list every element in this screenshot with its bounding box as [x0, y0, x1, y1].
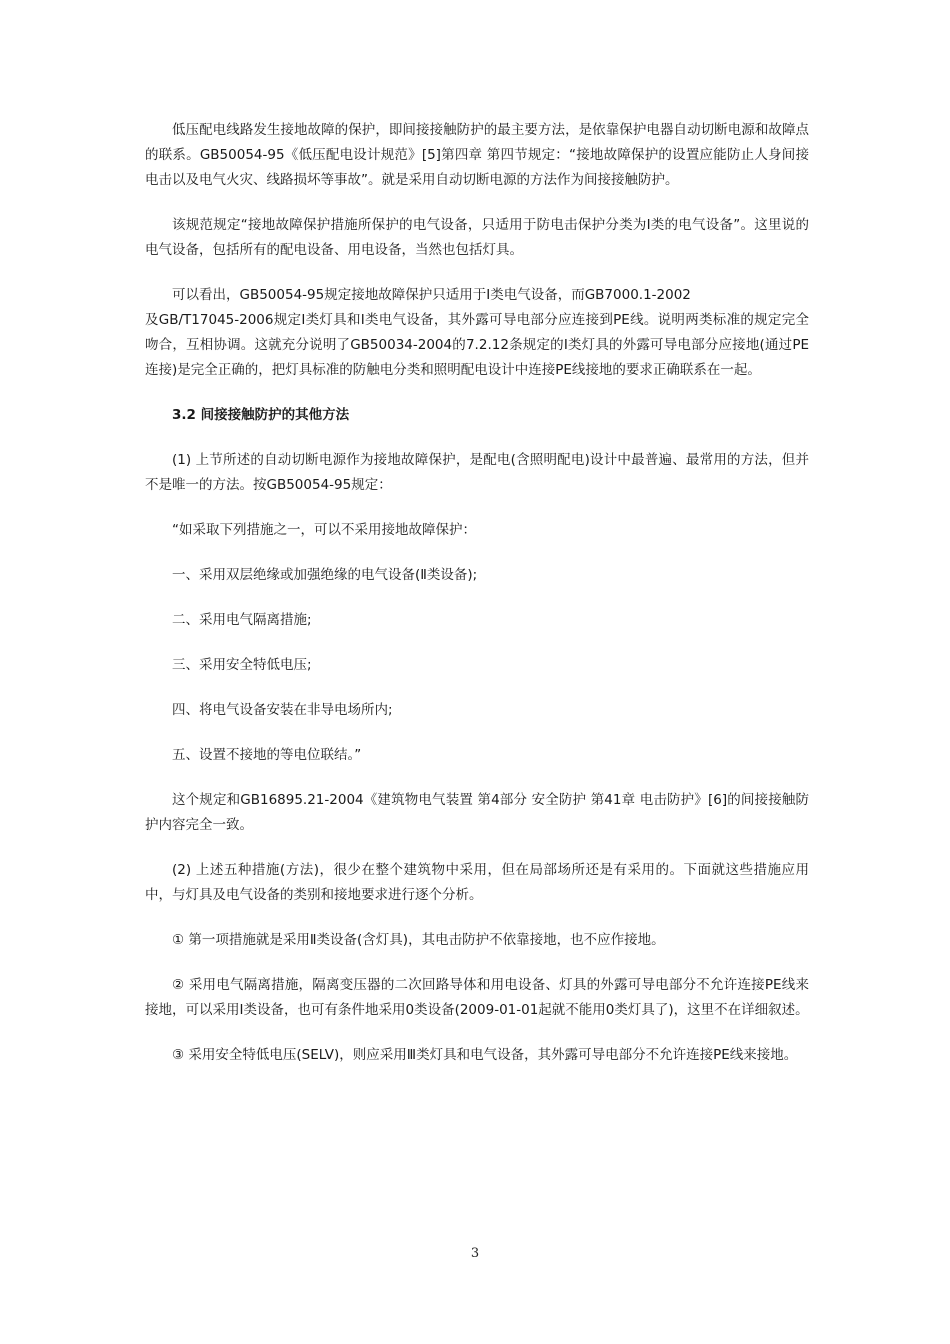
quote-item-1: 一、采用双层绝缘或加强绝缘的电气设备(Ⅱ类设备);	[172, 567, 478, 583]
paragraph-standards-continued: 及GB/T17045-2006规定Ⅰ类灯具和Ⅰ类电气设备，其外露可导电部分应连接到PE线。说明两类标准的规定完全吻合，互相协调。这就充分说明了GB50034-2004的7.2.12条规定的Ⅰ类灯具的外露可导电部分应接地(通过PE连接)是完全正确的，把灯具标准的防触电分类和照明配电设计中连接PE线接地的要求正确联系在一起。	[145, 312, 809, 378]
quote-intro: “如采取下列措施之一，可以不采用接地故障保护：	[172, 522, 476, 538]
page-number: 3	[470, 1246, 480, 1261]
paragraph-measure-1: ① 第一项措施就是采用Ⅱ类设备(含灯具)，其电击防护不依靠接地，也不应作接地。	[172, 932, 665, 948]
quote-item-3: 三、采用安全特低电压;	[172, 657, 312, 673]
paragraph-five-measures: (2) 上述五种措施(方法)，很少在整个建筑物中采用，但在局部场所还是有采用的。下面就这些措施应用中，与灯具及电气设备的类别和接地要求进行逐个分析。	[145, 862, 809, 903]
quote-item-4: 四、将电气设备安装在非导电场所内;	[172, 702, 393, 718]
document-body	[145, 118, 809, 1068]
paragraph-class-one-scope: 该规范规定“接地故障保护措施所保护的电气设备，只适用于防电击保护分类为Ⅰ类的电气设备”。这里说的电气设备，包括所有的配电设备、用电设备，当然也包括灯具。	[145, 217, 809, 258]
paragraph-other-methods: (1) 上节所述的自动切断电源作为接地故障保护，是配电(含照明配电)设计中最普遍、最常用的方法，但并不是唯一的方法。按GB50054-95规定：	[145, 452, 809, 493]
paragraph-measure-3: ③ 采用安全特低电压(SELV)，则应采用Ⅲ类灯具和电气设备，其外露可导电部分不允许连接PE线来接地。	[172, 1047, 798, 1063]
paragraph-standards-line1: 可以看出，GB50054-95规定接地故障保护只适用于Ⅰ类电气设备，而GB7000.1-2002	[172, 287, 691, 303]
section-heading: 3.2 间接接触防护的其他方法	[172, 407, 350, 423]
paragraph-fault-protection: 低压配电线路发生接地故障的保护，即间接接触防护的最主要方法，是依靠保护电器自动切断电源和故障点的联系。GB50054-95《低压配电设计规范》[5]第四章 第四节规定：“接地故障保护的设置应能防止人身间接电击以及电气火灾、线路损坏等事故”。就是采用自动切断电源的方法作为间接接触防护。	[145, 122, 809, 188]
quote-item-5: 五、设置不接地的等电位联结。”	[172, 747, 362, 763]
paragraph-measure-2: ② 采用电气隔离措施，隔离变压器的二次回路导体和用电设备、灯具的外露可导电部分不允许连接PE线来接地，可以采用Ⅰ类设备，也可有条件地采用0类设备(2009-01-01起就不能用0类灯具了)，这里不在详细叙述。	[145, 977, 809, 1018]
paragraph-gb16895: 这个规定和GB16895.21-2004《建筑物电气装置 第4部分 安全防护 第41章 电击防护》[6]的间接接触防护内容完全一致。	[145, 792, 809, 833]
quote-item-2: 二、采用电气隔离措施;	[172, 612, 312, 628]
